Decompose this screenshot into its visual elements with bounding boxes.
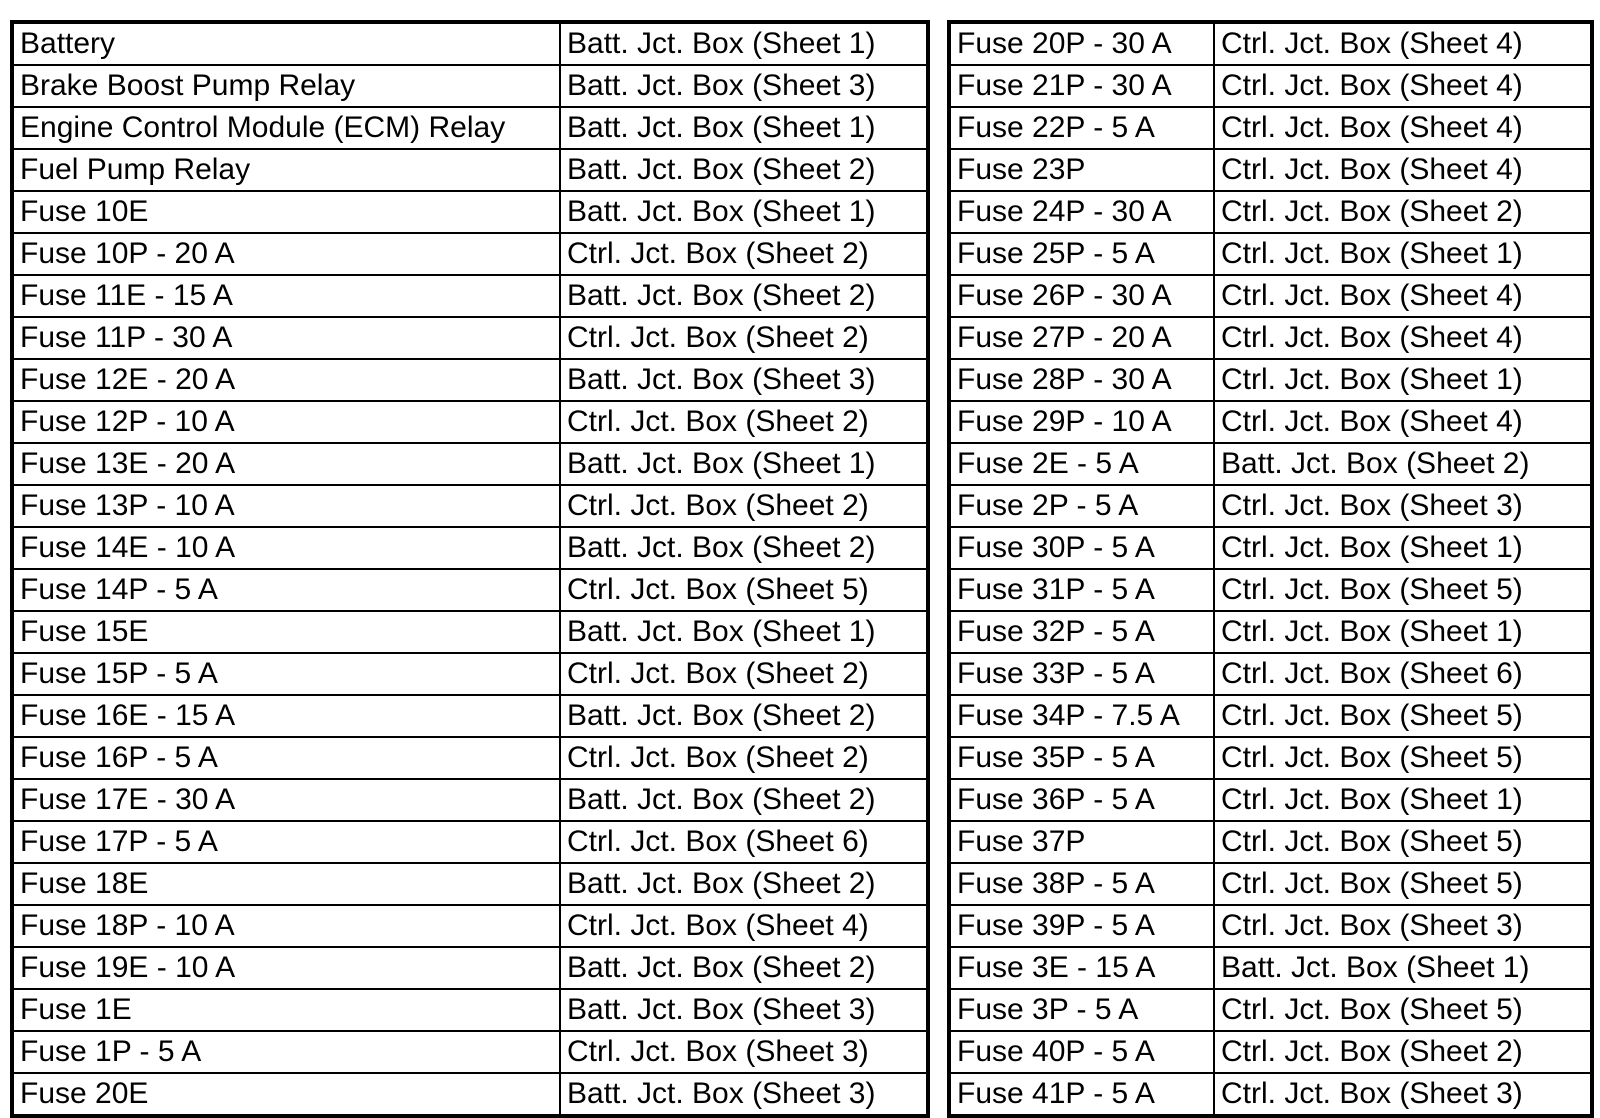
component-cell: Fuse 19E - 10 A: [12, 947, 560, 989]
table-row: [949, 947, 1592, 989]
table-row: [12, 905, 928, 947]
location-cell: Ctrl. Jct. Box (Sheet 4): [560, 905, 928, 947]
table-row: [12, 317, 928, 359]
component-cell: Fuse 17E - 30 A: [12, 779, 560, 821]
table-row: [949, 653, 1592, 695]
component-cell: Fuse 11E - 15 A: [12, 275, 560, 317]
location-cell: Ctrl. Jct. Box (Sheet 3): [560, 1031, 928, 1073]
component-cell: Fuse 25P - 5 A: [949, 233, 1214, 275]
component-cell: Fuse 31P - 5 A: [949, 569, 1214, 611]
location-cell: Batt. Jct. Box (Sheet 1): [560, 443, 928, 485]
location-cell: Ctrl. Jct. Box (Sheet 1): [1214, 527, 1592, 569]
component-cell: Fuse 14E - 10 A: [12, 527, 560, 569]
location-cell: Ctrl. Jct. Box (Sheet 2): [560, 653, 928, 695]
component-cell: Fuse 41P - 5 A: [949, 1073, 1214, 1116]
component-cell: Fuse 13E - 20 A: [12, 443, 560, 485]
table-row: [949, 989, 1592, 1031]
component-cell: Fuse 23P: [949, 149, 1214, 191]
table-row: [949, 1073, 1592, 1116]
component-cell: Fuse 29P - 10 A: [949, 401, 1214, 443]
location-cell: Ctrl. Jct. Box (Sheet 2): [560, 317, 928, 359]
component-cell: Brake Boost Pump Relay: [12, 65, 560, 107]
location-cell: Batt. Jct. Box (Sheet 1): [560, 191, 928, 233]
location-cell: Batt. Jct. Box (Sheet 2): [560, 695, 928, 737]
location-cell: Ctrl. Jct. Box (Sheet 2): [1214, 191, 1592, 233]
component-cell: Fuse 14P - 5 A: [12, 569, 560, 611]
location-cell: Batt. Jct. Box (Sheet 2): [560, 275, 928, 317]
location-cell: Ctrl. Jct. Box (Sheet 3): [1214, 485, 1592, 527]
location-cell: Ctrl. Jct. Box (Sheet 5): [1214, 989, 1592, 1031]
table-row: [12, 527, 928, 569]
table-row: [12, 485, 928, 527]
table-row: [949, 779, 1592, 821]
component-cell: Fuse 40P - 5 A: [949, 1031, 1214, 1073]
location-cell: Ctrl. Jct. Box (Sheet 1): [1214, 359, 1592, 401]
component-cell: Fuse 34P - 7.5 A: [949, 695, 1214, 737]
location-cell: Ctrl. Jct. Box (Sheet 2): [1214, 1031, 1592, 1073]
table-row: [12, 1073, 928, 1116]
component-cell: Fuse 38P - 5 A: [949, 863, 1214, 905]
table-row: [949, 569, 1592, 611]
table-row: [12, 863, 928, 905]
location-cell: Ctrl. Jct. Box (Sheet 5): [560, 569, 928, 611]
location-cell: Ctrl. Jct. Box (Sheet 1): [1214, 233, 1592, 275]
component-cell: Fuse 12E - 20 A: [12, 359, 560, 401]
location-cell: Ctrl. Jct. Box (Sheet 1): [1214, 779, 1592, 821]
location-cell: Ctrl. Jct. Box (Sheet 6): [560, 821, 928, 863]
left-index-body: [12, 22, 928, 1116]
table-row: [949, 737, 1592, 779]
component-cell: Fuse 2E - 5 A: [949, 443, 1214, 485]
component-cell: Fuse 13P - 10 A: [12, 485, 560, 527]
component-cell: Fuse 32P - 5 A: [949, 611, 1214, 653]
location-cell: Ctrl. Jct. Box (Sheet 5): [1214, 569, 1592, 611]
location-cell: Batt. Jct. Box (Sheet 3): [560, 65, 928, 107]
location-cell: Batt. Jct. Box (Sheet 2): [560, 149, 928, 191]
table-row: [12, 65, 928, 107]
table-row: [12, 149, 928, 191]
location-cell: Ctrl. Jct. Box (Sheet 4): [1214, 275, 1592, 317]
table-row: [12, 947, 928, 989]
table-row: [12, 275, 928, 317]
table-row: [12, 779, 928, 821]
location-cell: Ctrl. Jct. Box (Sheet 5): [1214, 695, 1592, 737]
location-cell: Batt. Jct. Box (Sheet 3): [560, 359, 928, 401]
component-cell: Fuse 39P - 5 A: [949, 905, 1214, 947]
table-row: [12, 737, 928, 779]
location-cell: Batt. Jct. Box (Sheet 2): [560, 863, 928, 905]
location-cell: Ctrl. Jct. Box (Sheet 2): [560, 737, 928, 779]
table-row: [949, 359, 1592, 401]
table-row: [949, 401, 1592, 443]
location-cell: Batt. Jct. Box (Sheet 1): [560, 611, 928, 653]
component-cell: Fuse 1E: [12, 989, 560, 1031]
component-cell: Fuse 18E: [12, 863, 560, 905]
location-cell: Ctrl. Jct. Box (Sheet 6): [1214, 653, 1592, 695]
component-cell: Fuse 24P - 30 A: [949, 191, 1214, 233]
table-row: [12, 443, 928, 485]
component-cell: Fuse 36P - 5 A: [949, 779, 1214, 821]
component-cell: Fuse 26P - 30 A: [949, 275, 1214, 317]
table-row: [12, 989, 928, 1031]
component-cell: Fuse 30P - 5 A: [949, 527, 1214, 569]
location-cell: Ctrl. Jct. Box (Sheet 3): [1214, 905, 1592, 947]
table-row: [949, 695, 1592, 737]
location-cell: Ctrl. Jct. Box (Sheet 4): [1214, 401, 1592, 443]
location-cell: Ctrl. Jct. Box (Sheet 5): [1214, 821, 1592, 863]
table-row: [949, 863, 1592, 905]
component-cell: Fuse 22P - 5 A: [949, 107, 1214, 149]
location-cell: Ctrl. Jct. Box (Sheet 5): [1214, 863, 1592, 905]
table-row: [12, 22, 928, 65]
component-cell: Battery: [12, 22, 560, 65]
table-row: [949, 22, 1592, 65]
location-cell: Ctrl. Jct. Box (Sheet 2): [560, 401, 928, 443]
location-cell: Ctrl. Jct. Box (Sheet 4): [1214, 107, 1592, 149]
location-cell: Ctrl. Jct. Box (Sheet 4): [1214, 22, 1592, 65]
component-cell: Fuse 15E: [12, 611, 560, 653]
table-row: [949, 191, 1592, 233]
component-cell: Fuse 18P - 10 A: [12, 905, 560, 947]
location-cell: Batt. Jct. Box (Sheet 2): [1214, 443, 1592, 485]
component-cell: Fuse 10P - 20 A: [12, 233, 560, 275]
location-cell: Ctrl. Jct. Box (Sheet 4): [1214, 149, 1592, 191]
component-cell: Fuse 1P - 5 A: [12, 1031, 560, 1073]
left-index-table: [10, 20, 930, 1118]
table-row: [12, 191, 928, 233]
component-cell: Fuse 3P - 5 A: [949, 989, 1214, 1031]
location-cell: Batt. Jct. Box (Sheet 3): [560, 989, 928, 1031]
component-cell: Fuse 17P - 5 A: [12, 821, 560, 863]
component-cell: Fuse 37P: [949, 821, 1214, 863]
table-row: [949, 443, 1592, 485]
table-row: [949, 317, 1592, 359]
component-cell: Fuse 16P - 5 A: [12, 737, 560, 779]
table-row: [949, 107, 1592, 149]
table-row: [12, 653, 928, 695]
table-row: [949, 821, 1592, 863]
location-cell: Batt. Jct. Box (Sheet 2): [560, 779, 928, 821]
table-row: [12, 695, 928, 737]
location-cell: Ctrl. Jct. Box (Sheet 3): [1214, 1073, 1592, 1116]
component-cell: Fuse 10E: [12, 191, 560, 233]
component-cell: Fuse 33P - 5 A: [949, 653, 1214, 695]
table-row: [949, 485, 1592, 527]
location-cell: Batt. Jct. Box (Sheet 2): [560, 947, 928, 989]
table-row: [12, 107, 928, 149]
table-row: [949, 611, 1592, 653]
component-cell: Fuel Pump Relay: [12, 149, 560, 191]
table-row: [12, 821, 928, 863]
table-row: [12, 1031, 928, 1073]
location-cell: Ctrl. Jct. Box (Sheet 4): [1214, 317, 1592, 359]
component-cell: Fuse 27P - 20 A: [949, 317, 1214, 359]
location-cell: Batt. Jct. Box (Sheet 3): [560, 1073, 928, 1116]
table-row: [12, 359, 928, 401]
component-cell: Fuse 3E - 15 A: [949, 947, 1214, 989]
component-cell: Fuse 20P - 30 A: [949, 22, 1214, 65]
component-cell: Fuse 15P - 5 A: [12, 653, 560, 695]
component-cell: Fuse 28P - 30 A: [949, 359, 1214, 401]
table-row: [949, 233, 1592, 275]
component-cell: Fuse 2P - 5 A: [949, 485, 1214, 527]
table-row: [12, 401, 928, 443]
table-row: [949, 275, 1592, 317]
table-row: [12, 611, 928, 653]
table-row: [949, 527, 1592, 569]
component-cell: Fuse 35P - 5 A: [949, 737, 1214, 779]
right-index-body: [949, 22, 1592, 1116]
location-cell: Batt. Jct. Box (Sheet 1): [560, 22, 928, 65]
table-row: [949, 1031, 1592, 1073]
location-cell: Ctrl. Jct. Box (Sheet 5): [1214, 737, 1592, 779]
location-cell: Ctrl. Jct. Box (Sheet 2): [560, 485, 928, 527]
component-cell: Fuse 21P - 30 A: [949, 65, 1214, 107]
component-location-index: [10, 20, 1590, 1110]
table-row: [12, 233, 928, 275]
component-cell: Fuse 16E - 15 A: [12, 695, 560, 737]
location-cell: Batt. Jct. Box (Sheet 1): [1214, 947, 1592, 989]
component-cell: Fuse 12P - 10 A: [12, 401, 560, 443]
location-cell: Ctrl. Jct. Box (Sheet 2): [560, 233, 928, 275]
component-cell: Fuse 20E: [12, 1073, 560, 1116]
location-cell: Ctrl. Jct. Box (Sheet 4): [1214, 65, 1592, 107]
location-cell: Ctrl. Jct. Box (Sheet 1): [1214, 611, 1592, 653]
table-row: [12, 569, 928, 611]
component-cell: Engine Control Module (ECM) Relay: [12, 107, 560, 149]
table-row: [949, 905, 1592, 947]
right-index-table: [947, 20, 1594, 1118]
location-cell: Batt. Jct. Box (Sheet 2): [560, 527, 928, 569]
component-cell: Fuse 11P - 30 A: [12, 317, 560, 359]
table-row: [949, 149, 1592, 191]
table-row: [949, 65, 1592, 107]
location-cell: Batt. Jct. Box (Sheet 1): [560, 107, 928, 149]
